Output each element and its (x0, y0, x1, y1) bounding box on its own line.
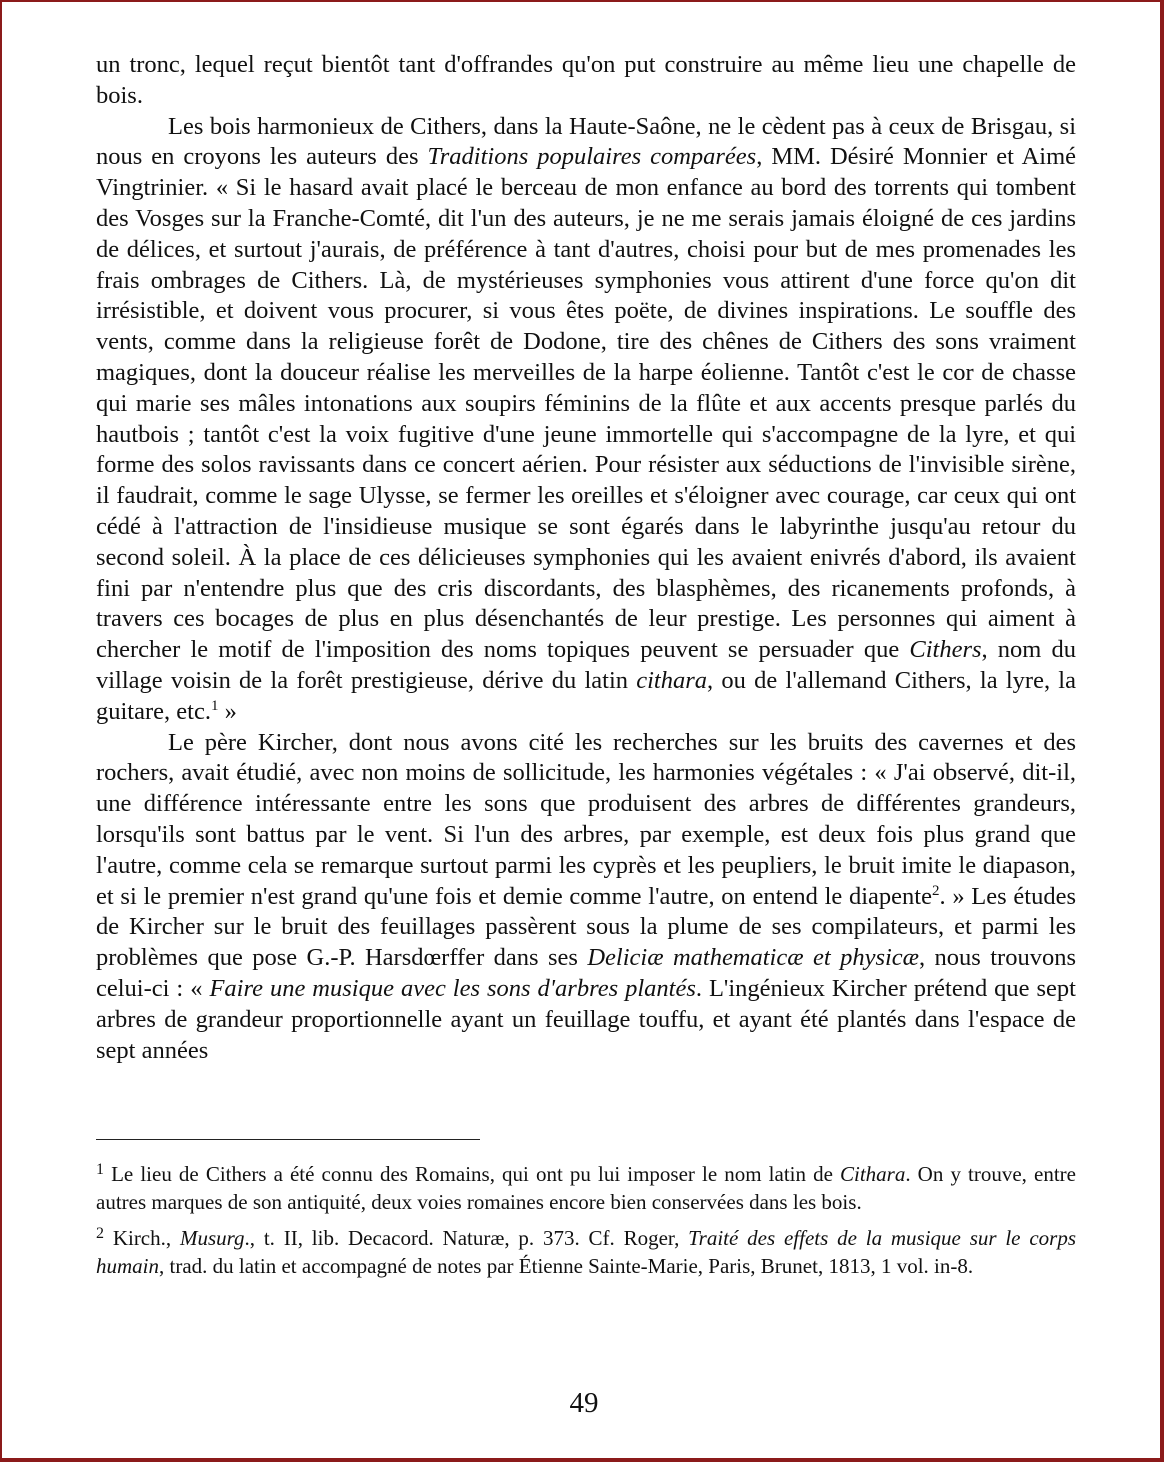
footnote-2-italic-traite: Traité des effets de la musique sur le corps humain (96, 1226, 1076, 1278)
footnote-ref-1[interactable]: 1 (210, 697, 219, 714)
footnote-1-number: 1 (96, 1161, 104, 1178)
footnote-2-number: 2 (96, 1225, 104, 1242)
p3-text-3: , nous trouvons celui-ci : « (96, 944, 1076, 1002)
p2-italic-cithara: cithara (636, 666, 708, 694)
footnote-2-text-1: Kirch., (104, 1226, 180, 1250)
paragraph-2 (96, 112, 1076, 728)
paragraph-1 (96, 50, 1076, 112)
footnotes (96, 1160, 1076, 1288)
p2-text-2: , MM. Désiré Monnier et Aimé Vingtrinier. « Si le hasard avait placé le berceau de mon enfance au bord des torrents qui tombent des Vosges sur la Franche-Comté, dit l'un des auteurs, je ne me serais jamais éloigné de ces jardins de délices, et surtout j'aurais, de préférence à tant d'autres, choisi pour but de mes promenades les frais ombrages de Cithers. Là, de mystérieuses symphonies vous attirent d'une force qu'on dit irrésistible, et doivent vous procurer, si vous êtes poëte, de divines inspirations. Le souffle des vents, comme dans la religieuse forêt de Dodone, tire des chênes de Cithers des sons vraiment magiques, dont la douceur réalise les merveilles de la harpe éolienne. Tantôt c'est le cor de chasse qui marie ses mâles intonations aux soupirs féminins de la flûte et aux accents presque parlés du hautbois ; tantôt c'est la voix fugitive d'une jeune immortelle qui s'accompagne de la lyre, et qui forme des solos ravissants dans ce concert aérien. Pour résister aux séductions de l'invisible sirène, il faudrait, comme le sage Ulysse, se fermer les oreilles et s'éloigner avec courage, car ceux qui ont cédé à l'attraction de l'insidieuse musique se sont égarés dans le labyrinthe jusqu'au retour du second soleil. À la place de ces délicieuses symphonies qui les avaient enivrés d'abord, ils avaient fini par n'entendre plus que des cris discordants, des blasphèmes, des ricanements profonds, à travers ces bocages de plus en plus désenchantés de leur prestige. Les personnes qui aiment à chercher le motif de l'imposition des noms topiques peuvent se persuader que (96, 143, 1076, 664)
p2-text-5: » (218, 697, 237, 725)
footnote-1-text-2: . On y trouve, entre autres marques de son antiquité, deux voies romaines encore bien conservées dans les bois. (96, 1162, 1076, 1214)
footnote-1-text-1: Le lieu de Cithers a été connu des Romains, qui ont pu lui imposer le nom latin de (104, 1162, 840, 1186)
p3-italic-faire: Faire une musique avec les sons d'arbres plantés (209, 974, 696, 1002)
p3-text-2: . » Les études de Kircher sur le bruit des feuillages passèrent sous la plume de ses compilateurs, et parmi les problèmes que pose G.-P. Harsdœrffer dans ses (96, 882, 1076, 972)
p2-text-1: Les bois harmonieux de Cithers, dans la Haute-Saône, ne le cèdent pas à ceux de Brisgau, si nous en croyons les auteurs des (96, 112, 1076, 171)
footnote-2 (96, 1224, 1076, 1280)
p2-italic-title: Traditions populaires comparées (427, 143, 757, 171)
p3-text-4: . L'ingénieux Kircher prétend que sept arbres de grandeur proportionnelle ayant un feuillage touffu, et ayant été plantés dans l'espace de sept années (96, 974, 1076, 1064)
p1-text: un tronc, lequel reçut bientôt tant d'offrandes qu'on put construire au même lieu une chapelle de bois. (96, 51, 1076, 109)
footnote-separator (96, 1139, 480, 1140)
page-number: 49 (569, 1387, 599, 1419)
p2-italic-cithers: Cithers (909, 636, 982, 664)
p2-text-4: , ou de l'allemand Cithers, la lyre, la guitare, etc. (96, 666, 1076, 725)
footnote-2-text-3: , trad. du latin et accompagné de notes par Étienne Sainte-Marie, Paris, Brunet, 1813, 1 vol. in-8. (159, 1254, 974, 1278)
main-text (96, 50, 1076, 1066)
footnote-2-italic-musurg: Musurg (179, 1226, 245, 1250)
p3-text-1: Le père Kircher, dont nous avons cité les recherches sur les bruits des cavernes et des rochers, avait étudié, avec non moins de sollicitude, les harmonies végétales : « J'ai observé, dit-il, une différence intéressante entre les sons que produisent des arbres de différentes grandeurs, lorsqu'ils sont battus par le vent. Si l'un des arbres, par exemple, est deux fois plus grand que l'autre, comme cela se remarque surtout parmi les cyprès et les peupliers, le bruit imite le diapason, et si le premier n'est grand qu'une fois et demie comme l'autre, on entend le diapente (96, 728, 1076, 910)
footnote-2-text-2: ., t. II, lib. Decacord. Naturæ, p. 373. Cf. Roger, (244, 1226, 689, 1250)
footnote-1-italic: Cithara (839, 1162, 906, 1186)
p2-text-3: , nom du village voisin de la forêt prestigieuse, dérive du latin (96, 636, 1076, 694)
footnote-1 (96, 1160, 1076, 1216)
paragraph-3 (96, 728, 1076, 1067)
p3-italic-deliciae: Deliciæ mathematicæ et physicæ (587, 944, 920, 972)
footnote-ref-2[interactable]: 2 (931, 882, 940, 899)
